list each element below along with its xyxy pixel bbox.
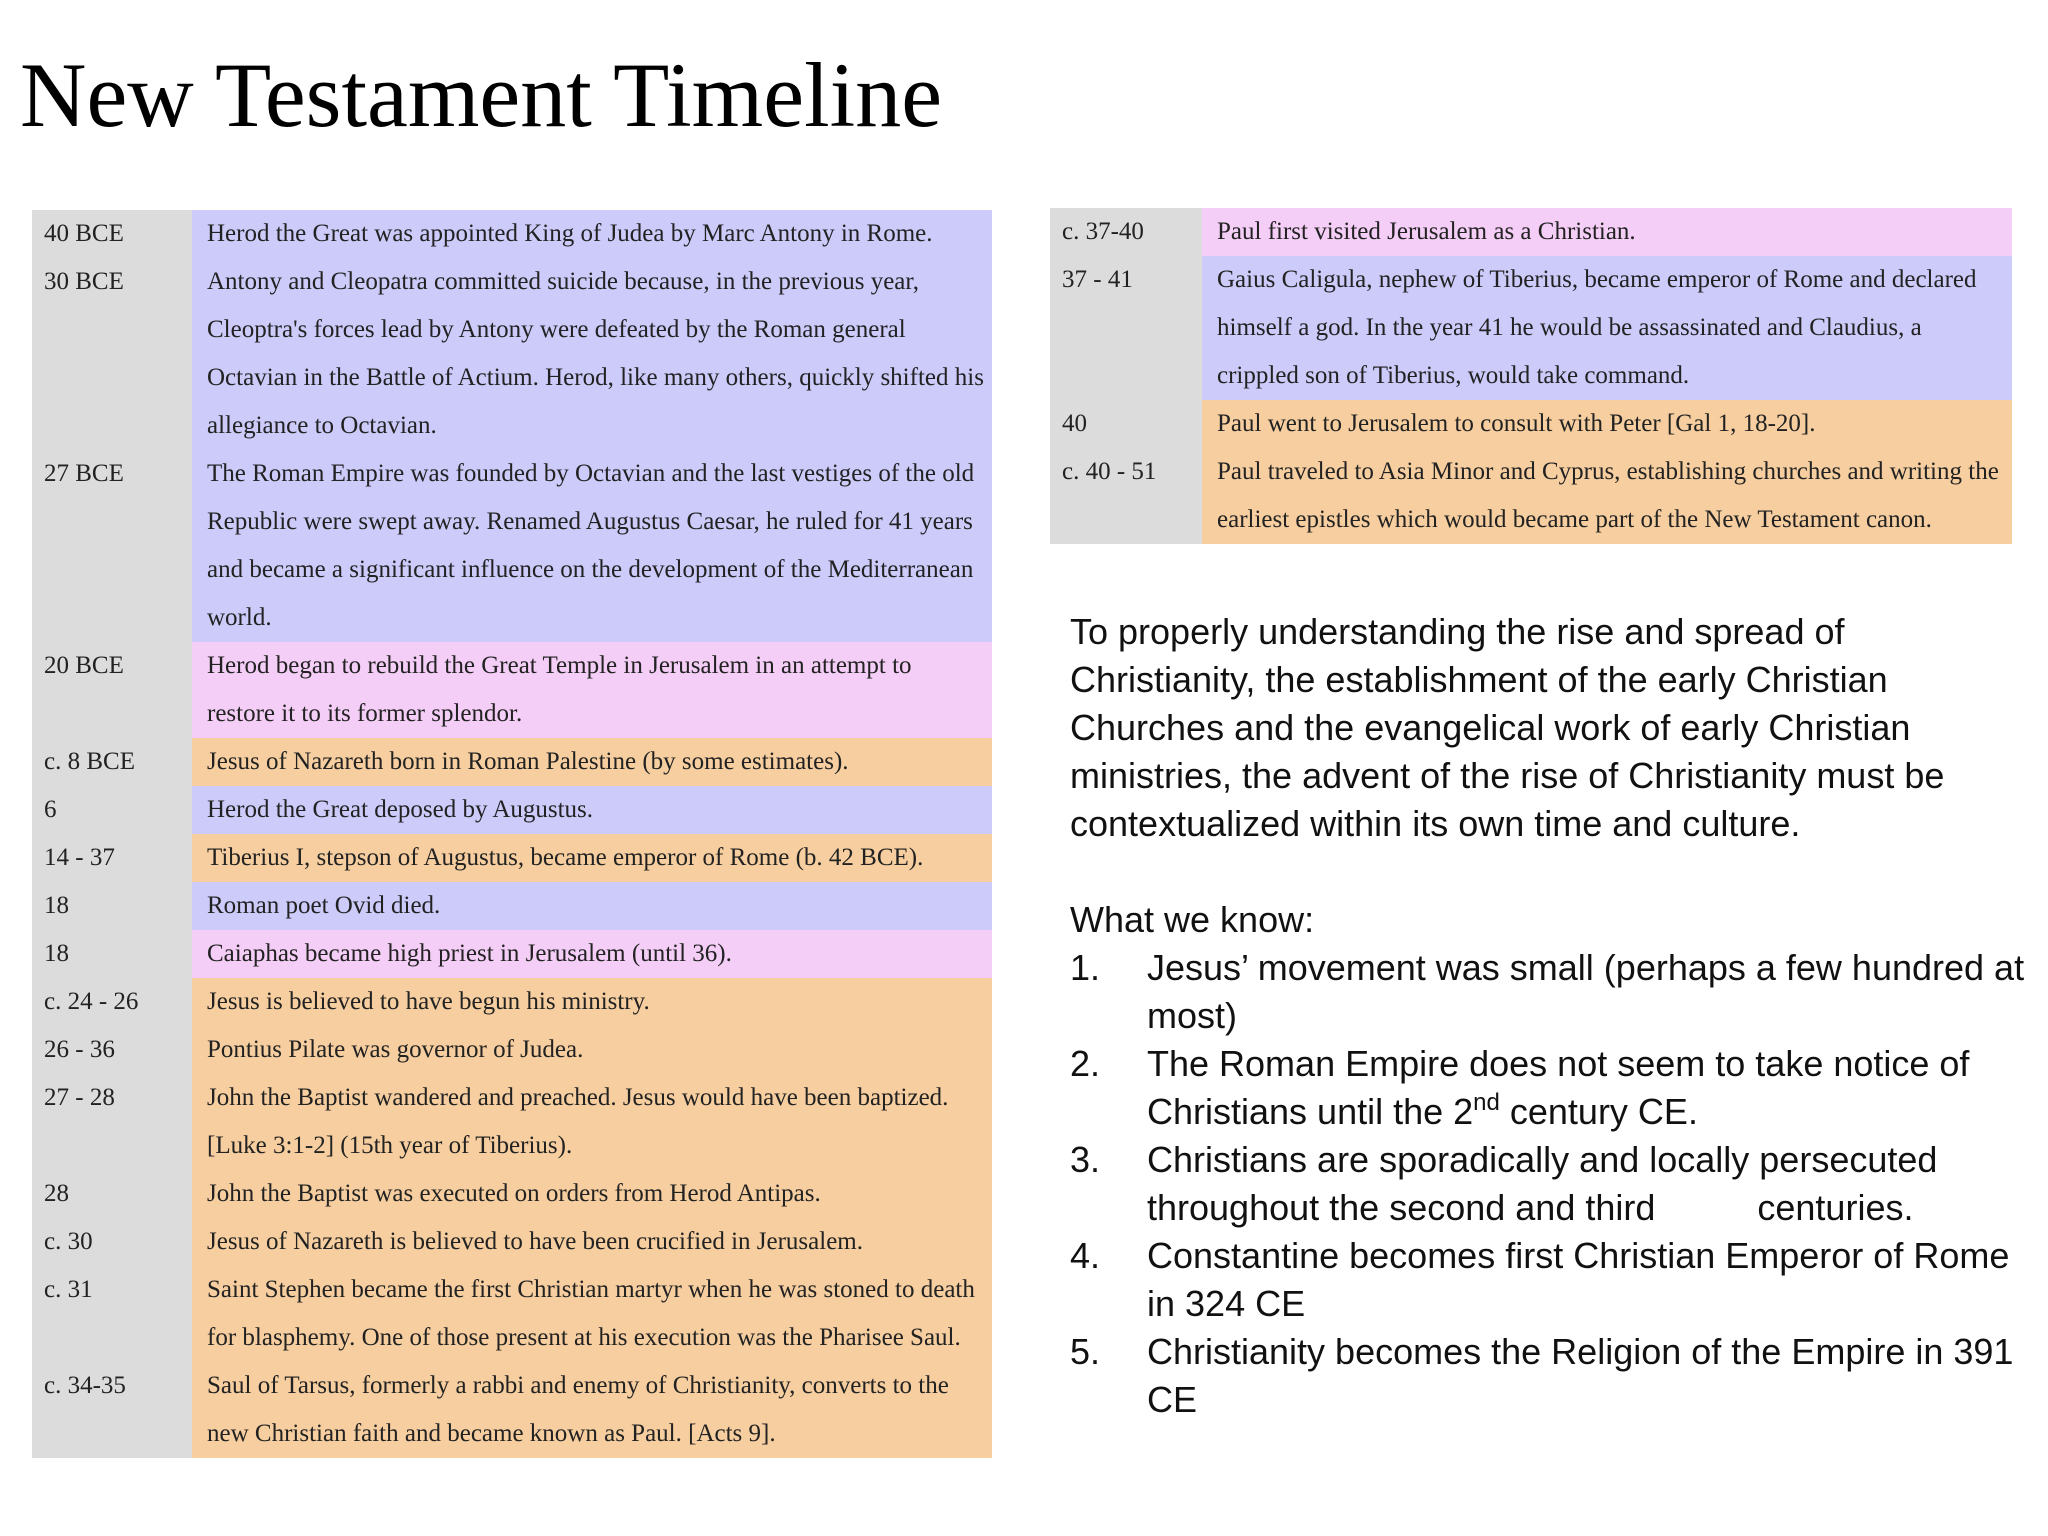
timeline-year: c. 31 <box>32 1266 192 1362</box>
timeline-row <box>32 978 992 1026</box>
list-item <box>1070 1232 2030 1328</box>
timeline-event: Jesus is believed to have begun his ministry. <box>192 978 992 1026</box>
timeline-event: Pontius Pilate was governor of Judea. <box>192 1026 992 1074</box>
timeline-row <box>32 882 992 930</box>
list-number: 5. <box>1070 1331 1101 1372</box>
timeline-event: Jesus of Nazareth born in Roman Palestine (by some estimates). <box>192 738 992 786</box>
timeline-event: Paul went to Jerusalem to consult with Peter [Gal 1, 18-20]. <box>1202 400 2012 448</box>
timeline-event: John the Baptist was executed on orders from Herod Antipas. <box>192 1170 992 1218</box>
list-text-part: Christians are sporadically and locally persecuted throughout the second and third <box>1147 1139 1938 1228</box>
timeline-year: 18 <box>32 882 192 930</box>
timeline-event: Herod began to rebuild the Great Temple in Jerusalem in an attempt to restore it to its former splendor. <box>192 642 992 738</box>
timeline-row <box>32 1170 992 1218</box>
left-timeline-table <box>32 210 992 1458</box>
timeline-event: Caiaphas became high priest in Jerusalem (until 36). <box>192 930 992 978</box>
timeline-event: Roman poet Ovid died. <box>192 882 992 930</box>
list-number: 2. <box>1070 1043 1101 1084</box>
timeline-row <box>32 1218 992 1266</box>
timeline-row <box>32 1074 992 1170</box>
timeline-event: Paul traveled to Asia Minor and Cyprus, establishing churches and writing the earliest epistles which would became part of the New Testament canon. <box>1202 448 2012 544</box>
timeline-row <box>32 786 992 834</box>
timeline-event: Antony and Cleopatra committed suicide because, in the previous year, Cleoptra's forces lead by Antony were defeated by the Roman general Octavian in the Battle of Actium. Herod, like many others, quickly shifted his allegiance to Octavian. <box>192 258 992 450</box>
timeline-event: John the Baptist wandered and preached. Jesus would have been baptized. [Luke 3:1-2] (15th year of Tiberius). <box>192 1074 992 1170</box>
list-text <box>1147 1040 2030 1136</box>
timeline-year: c. 34-35 <box>32 1362 192 1458</box>
timeline-year: 30 BCE <box>32 258 192 450</box>
timeline-year: c. 40 - 51 <box>1050 448 1202 544</box>
notes-panel <box>1070 608 2030 1424</box>
timeline-year: c. 30 <box>32 1218 192 1266</box>
list-text <box>1147 1136 2030 1232</box>
list-item <box>1070 944 2030 1040</box>
list-number: 3. <box>1070 1139 1101 1180</box>
timeline-row <box>32 738 992 786</box>
timeline-row <box>1050 256 2012 400</box>
timeline-event: The Roman Empire was founded by Octavian and the last vestiges of the old Republic were swept away. Renamed Augustus Caesar, he ruled for 41 years and became a significant influence on the development of the Mediterranean world. <box>192 450 992 642</box>
intro-paragraph: To properly understanding the rise and spread of Christianity, the establishment of the early Christian Churches and the evangelical work of early Christian ministries, the advent of the rise of Christianity must be contextualized within its own time and culture. <box>1070 611 1945 844</box>
timeline-event: Saint Stephen became the first Christian martyr when he was stoned to death for blasphemy. One of those present at his execution was the Pharisee Saul. <box>192 1266 992 1362</box>
list-text: Jesus’ movement was small (perhaps a few hundred at most) <box>1147 947 2025 1036</box>
timeline-row <box>32 210 992 258</box>
timeline-row <box>1050 448 2012 544</box>
timeline-year: 28 <box>32 1170 192 1218</box>
list-item <box>1070 1328 2030 1424</box>
timeline-row <box>32 834 992 882</box>
timeline-year: c. 8 BCE <box>32 738 192 786</box>
timeline-year: 37 - 41 <box>1050 256 1202 400</box>
timeline-row <box>32 258 992 450</box>
timeline-year: 40 BCE <box>32 210 192 258</box>
timeline-row <box>32 1266 992 1362</box>
timeline-event: Jesus of Nazareth is believed to have been crucified in Jerusalem. <box>192 1218 992 1266</box>
timeline-row <box>32 930 992 978</box>
timeline-row <box>32 642 992 738</box>
what-we-know-heading: What we know: <box>1070 899 1315 940</box>
timeline-year: c. 37-40 <box>1050 208 1202 256</box>
timeline-row <box>32 1026 992 1074</box>
timeline-year: 40 <box>1050 400 1202 448</box>
timeline-event: Saul of Tarsus, formerly a rabbi and enemy of Christianity, converts to the new Christian faith and became known as Paul. [Acts 9]. <box>192 1362 992 1458</box>
timeline-year: 18 <box>32 930 192 978</box>
list-number: 1. <box>1070 947 1101 988</box>
timeline-event: Paul first visited Jerusalem as a Christian. <box>1202 208 2012 256</box>
list-text-part: centuries. <box>1757 1187 1914 1228</box>
timeline-year: 6 <box>32 786 192 834</box>
timeline-year: 27 BCE <box>32 450 192 642</box>
timeline-year: 26 - 36 <box>32 1026 192 1074</box>
timeline-row <box>1050 400 2012 448</box>
timeline-event: Herod the Great deposed by Augustus. <box>192 786 992 834</box>
timeline-year: 14 - 37 <box>32 834 192 882</box>
timeline-event: Gaius Caligula, nephew of Tiberius, became emperor of Rome and declared himself a god. In the year 41 he would be assassinated and Claudius, a crippled son of Tiberius, would take command. <box>1202 256 2012 400</box>
timeline-row <box>32 450 992 642</box>
list-item <box>1070 1136 2030 1232</box>
list-text-part: The Roman Empire does not seem to take notice of Christians until the 2 <box>1147 1043 1970 1132</box>
timeline-year: 27 - 28 <box>32 1074 192 1170</box>
timeline-year: c. 24 - 26 <box>32 978 192 1026</box>
page-title: New Testament Timeline <box>20 44 943 146</box>
timeline-row <box>32 1362 992 1458</box>
timeline-event: Tiberius I, stepson of Augustus, became emperor of Rome (b. 42 BCE). <box>192 834 992 882</box>
list-number: 4. <box>1070 1235 1101 1276</box>
list-item <box>1070 1040 2030 1136</box>
timeline-year: 20 BCE <box>32 642 192 738</box>
timeline-event: Herod the Great was appointed King of Judea by Marc Antony in Rome. <box>192 210 992 258</box>
right-timeline-table <box>1050 208 2012 544</box>
list-text: Constantine becomes first Christian Emperor of Rome in 324 CE <box>1147 1235 2010 1324</box>
list-text-part: century CE. <box>1499 1091 1698 1132</box>
ordinal-suffix: nd <box>1473 1089 1500 1116</box>
list-text: Christianity becomes the Religion of the Empire in 391 CE <box>1147 1331 2014 1420</box>
timeline-row <box>1050 208 2012 256</box>
